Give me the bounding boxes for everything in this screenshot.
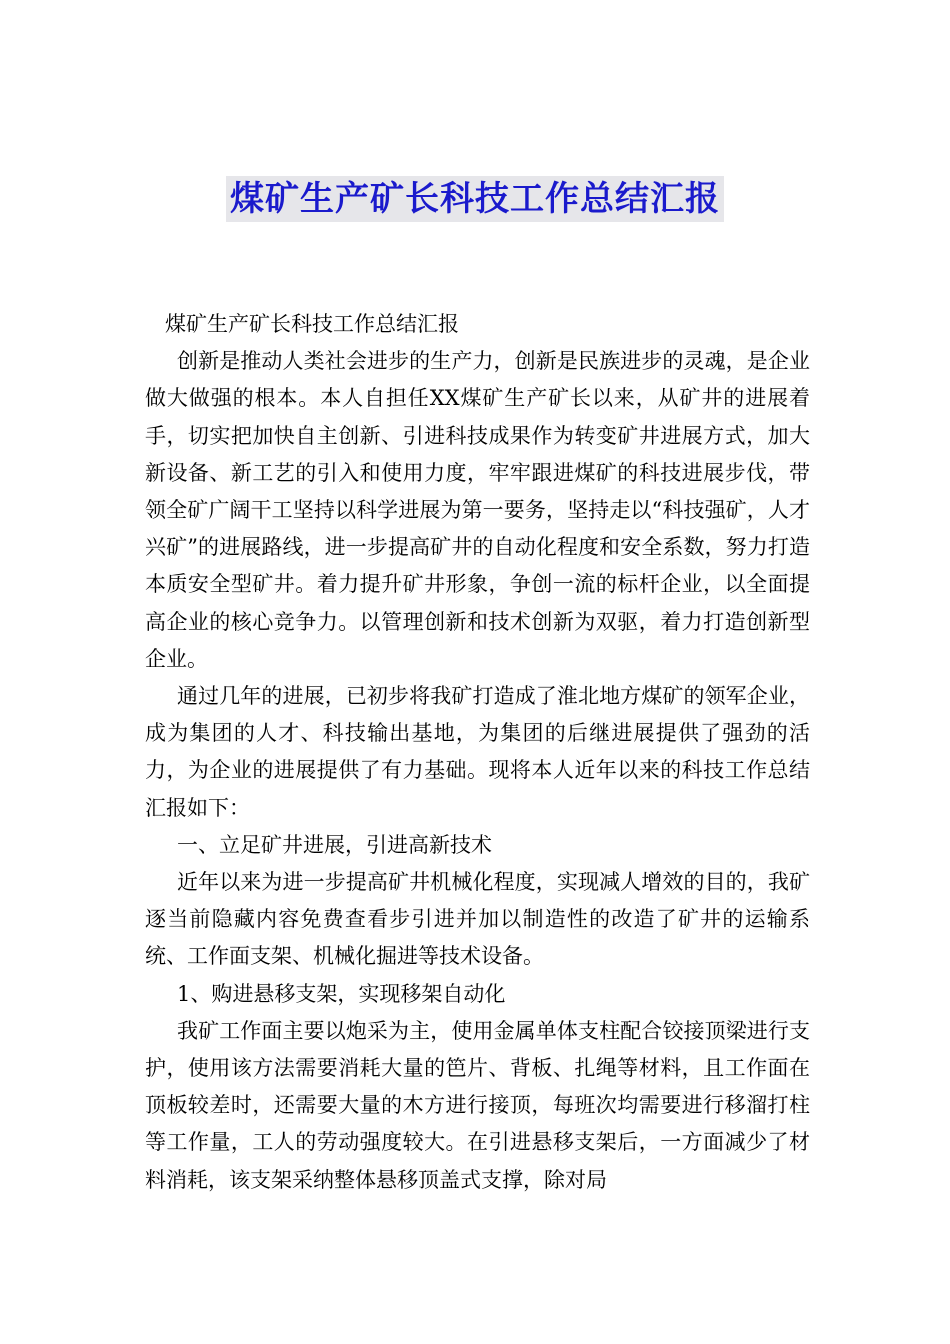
paragraph-intro: 创新是推动人类社会进步的生产力，创新是民族进步的灵魂，是企业做大做强的根本。本人自担任XX煤矿生产矿长以来，从矿井的进展着手，切实把加快自主创新、引进科技成果作为转变矿井进展方式，加大新设备、新工艺的引入和使用力度，牢牢跟进煤矿的科技进展步伐，带领全矿广阔干工坚持以科学进展为第一要务，坚持走以“科技强矿，人才兴矿”的进展路线，进一步提高矿井的自动化程度和安全系数，努力打造本质安全型矿井。着力提升矿井形象，争创一流的标杆企业，以全面提高企业的核心竞争力。以管理创新和技术创新为双驱，着力打造创新型企业。: [145, 349, 810, 671]
paragraph-subsection-1: 我矿工作面主要以炮采为主，使用金属单体支柱配合铰接顶梁进行支护，使用该方法需要消耗大量的笆片、背板、扎绳等材料，且工作面在顶板较差时，还需要大量的木方进行接顶，每班次均需要进行移溜打柱等工作量，工人的劳动强度较大。在引进悬移支架后，一方面减少了材料消耗，该支架采纳整体悬移顶盖式支撑，除对局: [145, 1018, 810, 1192]
title-container: [0, 176, 950, 222]
paragraph-subtitle: 煤矿生产矿长科技工作总结汇报: [165, 312, 459, 336]
section-heading-1: 一、立足矿井进展，引进高新技术: [177, 832, 492, 857]
paragraph-progress: 通过几年的进展，已初步将我矿打造成了淮北地方煤矿的领军企业，成为集团的人才、科技输出基地，为集团的后继进展提供了强劲的活力，为企业的进展提供了有力基础。现将本人近年以来的科技工作总结汇报如下：: [145, 684, 810, 820]
document-body: [145, 306, 810, 1199]
paragraph-section-1: 近年以来为进一步提高矿井机械化程度，实现减人增效的目的，我矿逐当前隐藏内容免费查看步引进并加以制造性的改造了矿井的运输系统、工作面支架、机械化掘进等技术设备。: [145, 870, 810, 969]
document-title: 煤矿生产矿长科技工作总结汇报: [226, 176, 724, 222]
subsection-heading-1: 1、购进悬移支架，实现移架自动化: [177, 981, 506, 1006]
